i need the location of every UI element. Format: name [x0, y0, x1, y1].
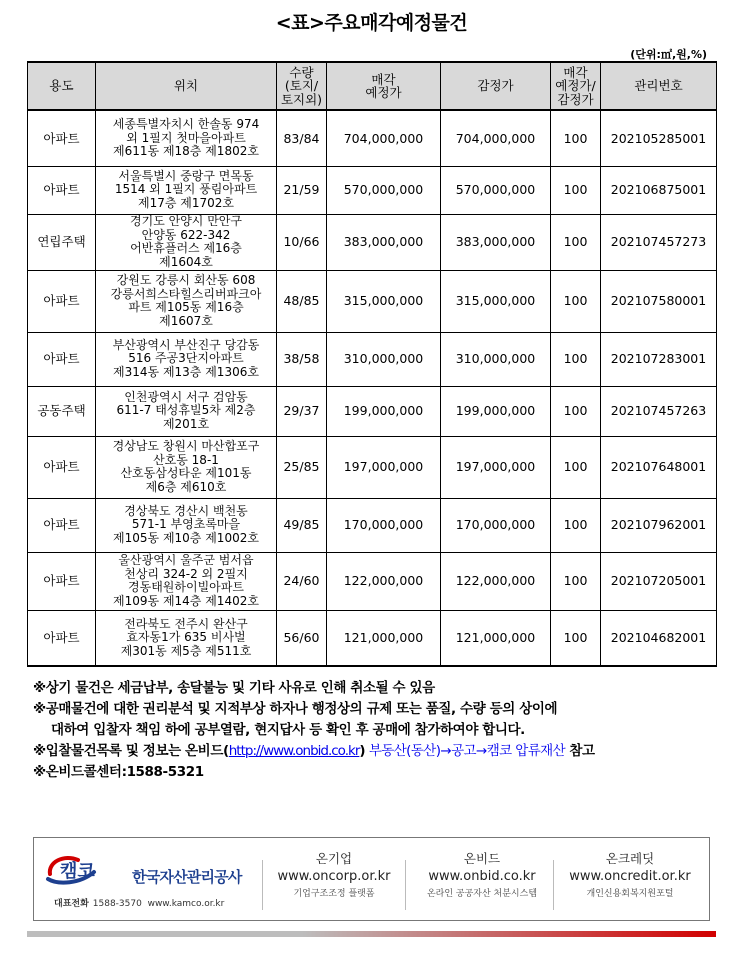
kamco-logo-icon [44, 852, 130, 886]
site-desc: 기업구조조정 플랫폼 [293, 889, 375, 899]
cell-sale-price: 570,000,000 [327, 166, 441, 214]
cell-mgmt-no: 202107457273 [601, 214, 717, 270]
site-url[interactable]: www.oncorp.or.kr [277, 869, 391, 884]
note-onbid-close: ) [359, 743, 366, 759]
footer-divider [553, 860, 554, 910]
site-url[interactable]: www.onbid.co.kr [428, 869, 536, 884]
notes-section [33, 678, 723, 783]
site-oncorp[interactable] [264, 850, 404, 902]
cell-appraised: 197,000,000 [441, 436, 551, 498]
table-row [28, 436, 717, 498]
table-header-row [28, 62, 717, 110]
site-name: 온비드 [463, 851, 501, 866]
kamco-brand [44, 850, 274, 912]
cell-ratio: 100 [551, 610, 601, 666]
cell-qty: 29/37 [277, 386, 327, 436]
header-appraised: 감정가 [441, 62, 551, 110]
cell-use: 아파트 [28, 610, 96, 666]
cell-appraised: 121,000,000 [441, 610, 551, 666]
note-liability-1: ※공매물건에 대한 권리분석 및 지적부상 하자나 행정상의 규제 또는 품질, 수량 등의 상이에 [33, 701, 558, 717]
cell-ratio: 100 [551, 270, 601, 332]
note-onbid [33, 741, 723, 762]
cell-location: 경상남도 창원시 마산합포구 산호동 18-1 산호동삼성타운 제101동 제6층 제610호 [96, 436, 277, 498]
onbid-link[interactable]: http://www.onbid.co.kr [228, 743, 360, 759]
onbid-menu-path: 부동산(동산)→공고→캠코 압류재산 [365, 743, 566, 759]
cell-qty: 38/58 [277, 332, 327, 386]
cell-use: 아파트 [28, 332, 96, 386]
cell-location: 전라북도 전주시 완산구 효자동1가 635 비사벌 제301동 제5층 제511호 [96, 610, 277, 666]
note-cancel: ※상기 물건은 세금납부, 송달불능 및 기타 사유로 인해 취소될 수 있음 [33, 680, 435, 696]
table-row [28, 332, 717, 386]
site-name: 온기업 [315, 851, 353, 866]
footer-color-bar [27, 931, 716, 937]
cell-use: 아파트 [28, 270, 96, 332]
cell-location: 울산광역시 울주군 범서읍 천상리 324-2 외 2필지 경동태원하이빌아파트 제109동 제14층 제1402호 [96, 552, 277, 610]
cell-sale-price: 121,000,000 [327, 610, 441, 666]
cell-location: 서울특별시 중랑구 면목동 1514 외 1필지 풍림아파트 제17층 제1702호 [96, 166, 277, 214]
cell-mgmt-no: 202107205001 [601, 552, 717, 610]
page-title: <표>주요매각예정물건 [275, 12, 468, 34]
cell-qty: 48/85 [277, 270, 327, 332]
cell-location: 강원도 강릉시 회산동 608 강릉서희스타힐스리버파크아 파트 제105동 제16층 제1607호 [96, 270, 277, 332]
header-location: 위치 [96, 62, 277, 110]
cell-location: 경기도 안양시 만안구 안양동 622-342 어반휴플러스 제16층 제1604호 [96, 214, 277, 270]
table-row [28, 214, 717, 270]
cell-ratio: 100 [551, 386, 601, 436]
cell-ratio: 100 [551, 110, 601, 166]
org-name: 한국자산관리공사 [132, 868, 242, 886]
cell-qty: 10/66 [277, 214, 327, 270]
phone-line [54, 896, 224, 909]
cell-sale-price: 122,000,000 [327, 552, 441, 610]
cell-appraised: 704,000,000 [441, 110, 551, 166]
cell-use: 연립주택 [28, 214, 96, 270]
cell-ratio: 100 [551, 332, 601, 386]
header-ratio: 매각 예정가/ 감정가 [551, 62, 601, 110]
cell-use: 아파트 [28, 552, 96, 610]
cell-sale-price: 199,000,000 [327, 386, 441, 436]
cell-qty: 83/84 [277, 110, 327, 166]
home-url[interactable]: www.kamco.or.kr [147, 899, 225, 909]
table-row [28, 386, 717, 436]
cell-use: 아파트 [28, 110, 96, 166]
cell-use: 아파트 [28, 166, 96, 214]
header-mgmt-no: 관리번호 [601, 62, 717, 110]
cell-qty: 49/85 [277, 498, 327, 552]
table-row [28, 552, 717, 610]
footer-banner [33, 837, 710, 921]
cell-appraised: 122,000,000 [441, 552, 551, 610]
note-liability-2: 대하여 입찰자 책임 하에 공부열람, 현지답사 등 확인 후 공매에 참가하여야 합니다. [51, 722, 525, 738]
cell-location: 인천광역시 서구 검암동 611-7 태성휴빌5차 제2층 제201호 [96, 386, 277, 436]
cell-location: 부산광역시 부산진구 당감동 516 주공3단지아파트 제314동 제13층 제1306호 [96, 332, 277, 386]
cell-mgmt-no: 202107962001 [601, 498, 717, 552]
table-row [28, 498, 717, 552]
cell-qty: 25/85 [277, 436, 327, 498]
site-oncredit[interactable] [560, 850, 700, 902]
cell-ratio: 100 [551, 552, 601, 610]
cell-sale-price: 704,000,000 [327, 110, 441, 166]
cell-appraised: 315,000,000 [441, 270, 551, 332]
cell-use: 공동주택 [28, 386, 96, 436]
cell-mgmt-no: 202107283001 [601, 332, 717, 386]
cell-use: 아파트 [28, 498, 96, 552]
cell-ratio: 100 [551, 166, 601, 214]
cell-appraised: 383,000,000 [441, 214, 551, 270]
site-onbid[interactable] [412, 850, 552, 902]
phone-number: 1588-3570 [92, 899, 142, 909]
cell-sale-price: 310,000,000 [327, 332, 441, 386]
cell-mgmt-no: 202107648001 [601, 436, 717, 498]
cell-location: 세종특별자치시 한솔동 974 외 1필지 첫마을아파트 제611동 제18층 제1802호 [96, 110, 277, 166]
note-onbid-prefix: ※입찰물건목록 및 정보는 온비드( [33, 743, 229, 759]
cell-mgmt-no: 202107457263 [601, 386, 717, 436]
unit-label: (단위:㎡,원,%) [630, 48, 707, 61]
cell-appraised: 199,000,000 [441, 386, 551, 436]
cell-ratio: 100 [551, 498, 601, 552]
cell-ratio: 100 [551, 436, 601, 498]
cell-appraised: 310,000,000 [441, 332, 551, 386]
cell-appraised: 570,000,000 [441, 166, 551, 214]
cell-qty: 56/60 [277, 610, 327, 666]
cell-sale-price: 315,000,000 [327, 270, 441, 332]
footer-divider [405, 860, 406, 910]
table-row [28, 270, 717, 332]
header-qty: 수량 (토지/ 토지외) [277, 62, 327, 110]
cell-mgmt-no: 202107580001 [601, 270, 717, 332]
footer-divider [262, 860, 263, 910]
property-table [27, 61, 717, 667]
table-row [28, 610, 717, 666]
cell-sale-price: 170,000,000 [327, 498, 441, 552]
site-url[interactable]: www.oncredit.or.kr [569, 869, 691, 884]
cell-sale-price: 197,000,000 [327, 436, 441, 498]
cell-qty: 21/59 [277, 166, 327, 214]
cell-mgmt-no: 202105285001 [601, 110, 717, 166]
site-desc: 온라인 공공자산 처분시스템 [426, 889, 538, 899]
header-use: 용도 [28, 62, 96, 110]
table-row [28, 166, 717, 214]
phone-label: 대표전화 [54, 899, 89, 909]
logo-text: 캠코 [60, 861, 95, 882]
cell-appraised: 170,000,000 [441, 498, 551, 552]
cell-qty: 24/60 [277, 552, 327, 610]
cell-mgmt-no: 202104682001 [601, 610, 717, 666]
note-onbid-suffix: 참고 [565, 743, 595, 759]
cell-mgmt-no: 202106875001 [601, 166, 717, 214]
cell-ratio: 100 [551, 214, 601, 270]
cell-use: 아파트 [28, 436, 96, 498]
cell-sale-price: 383,000,000 [327, 214, 441, 270]
cell-location: 경상북도 경산시 백천동 571-1 부영초록마을 제105동 제10층 제1002호 [96, 498, 277, 552]
table-row [28, 110, 717, 166]
note-callcenter: ※온비드콜센터:1588-5321 [33, 764, 204, 780]
header-sale-price: 매각 예정가 [327, 62, 441, 110]
site-name: 온크레딧 [605, 851, 655, 866]
site-desc: 개인신용회복지원포털 [586, 889, 674, 899]
